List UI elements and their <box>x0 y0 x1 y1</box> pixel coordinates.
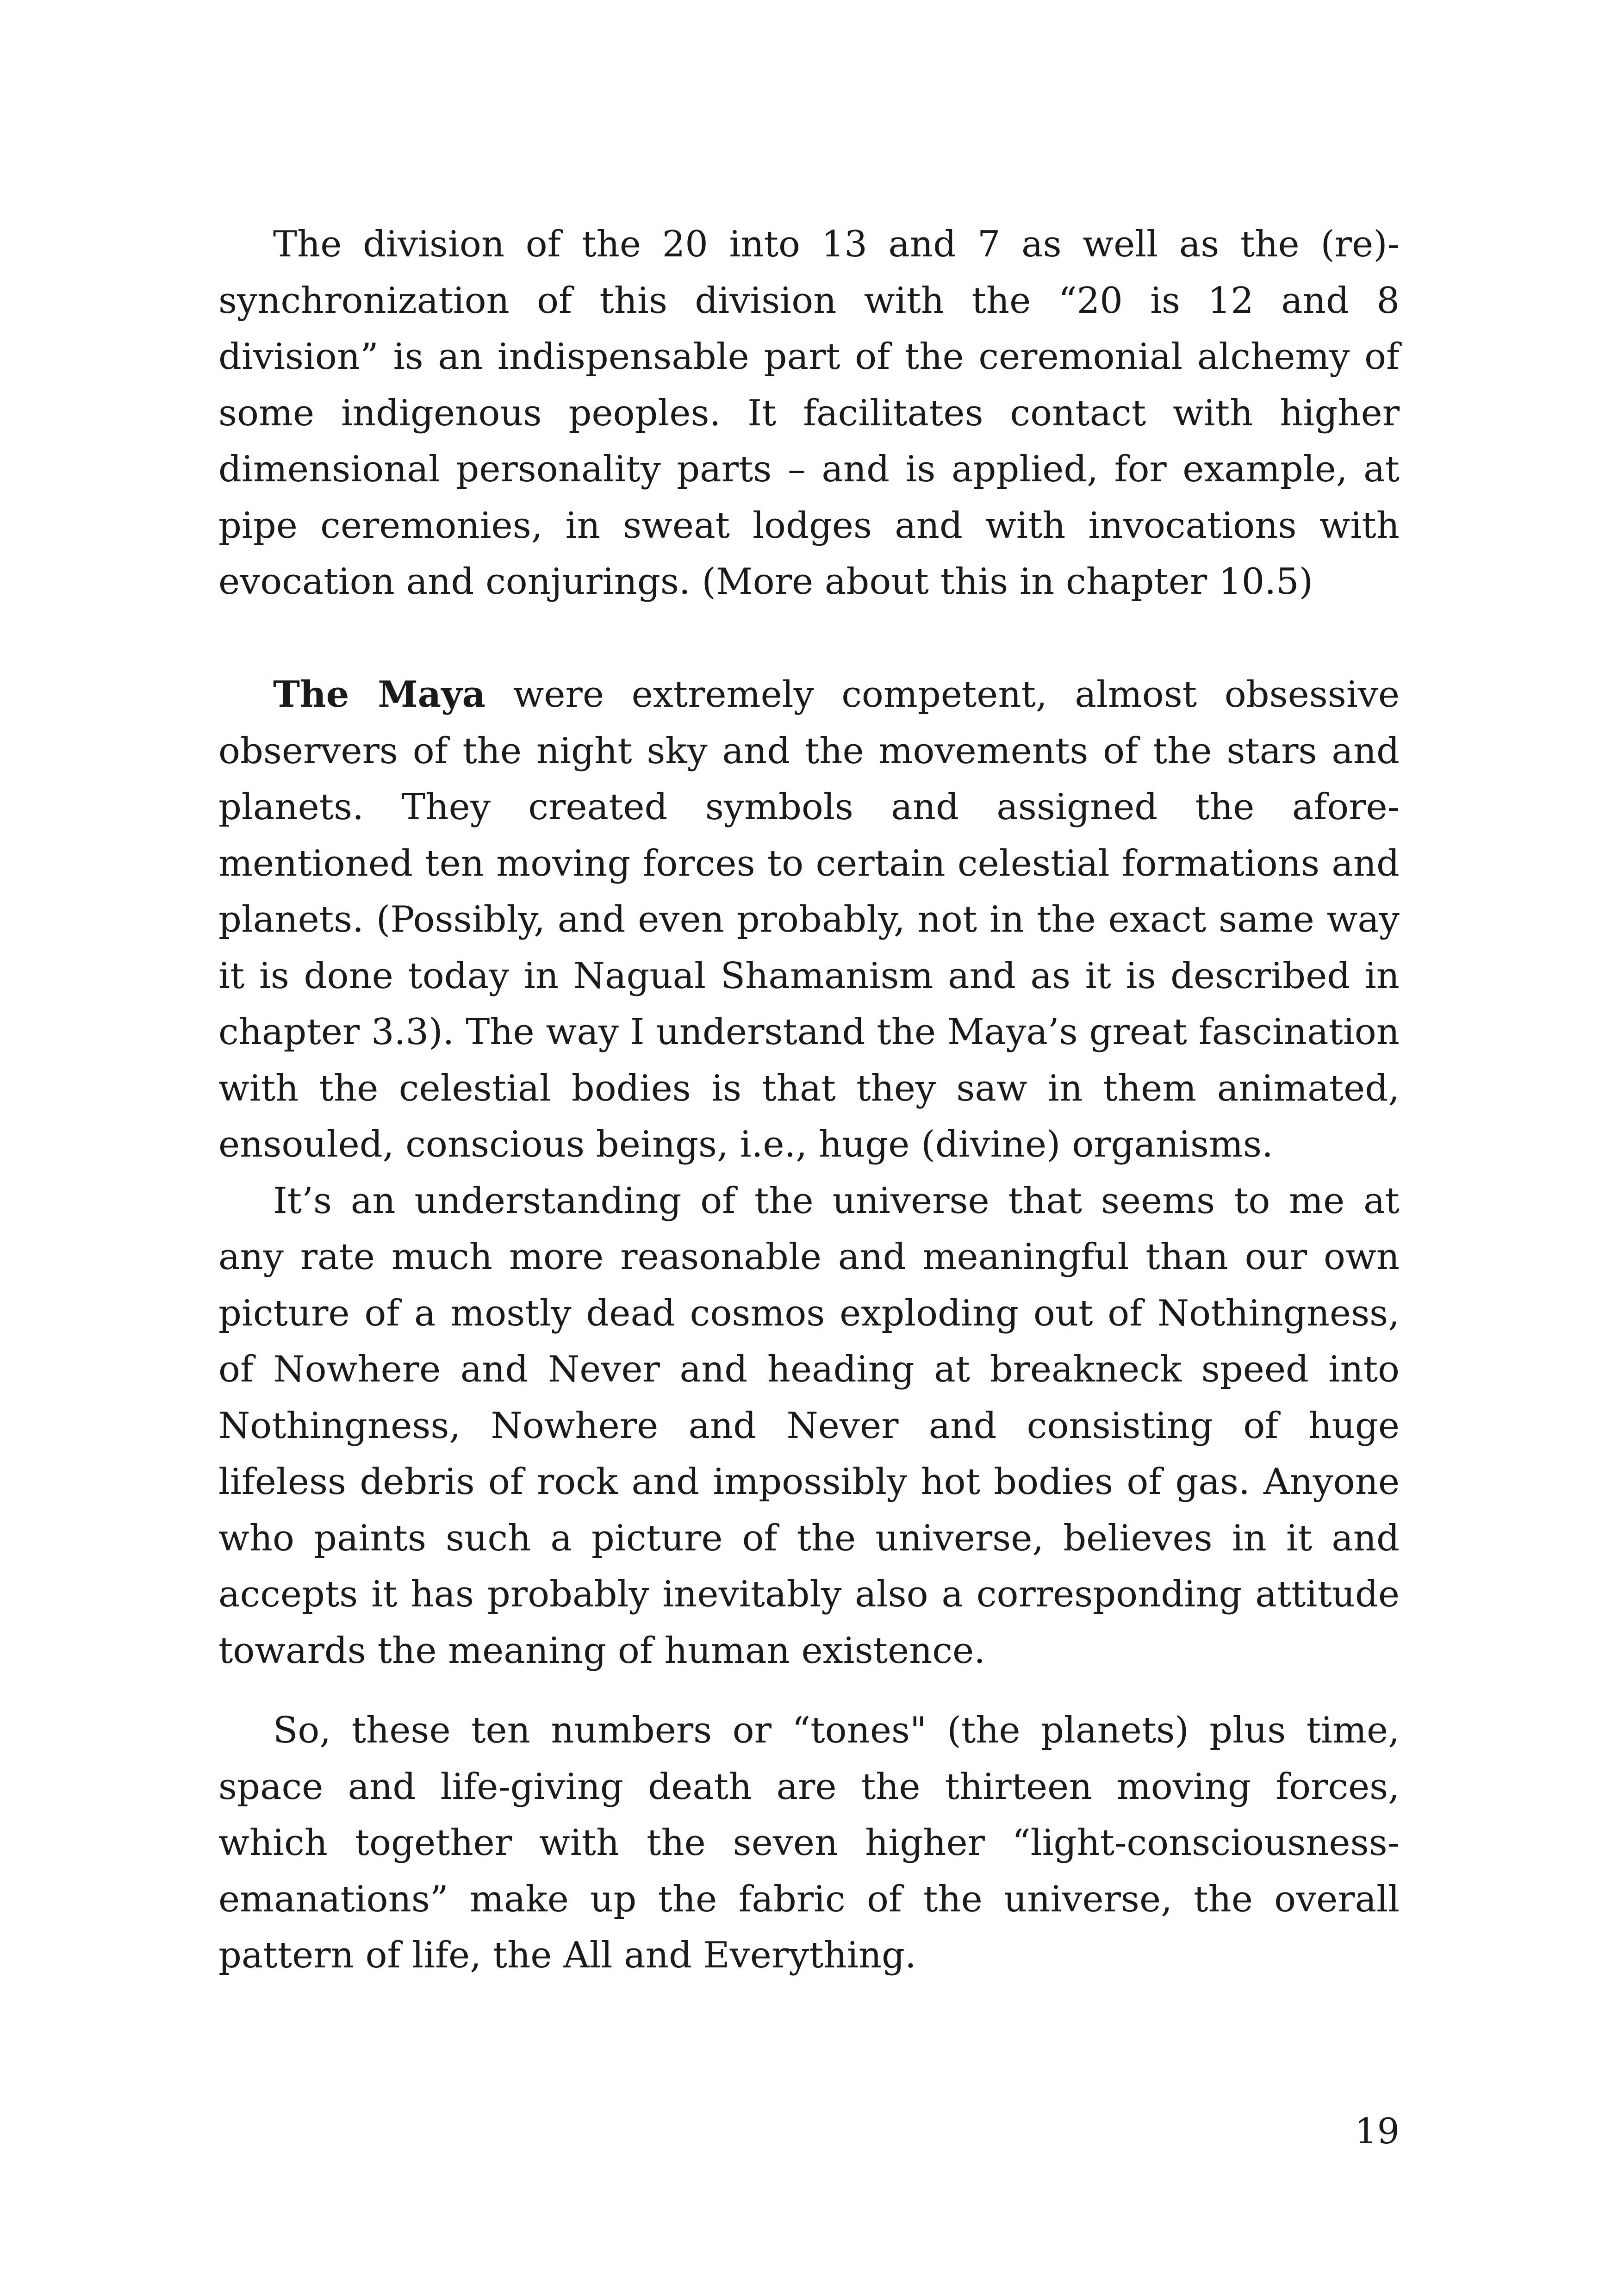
paragraph-1: The division of the 20 into 13 and 7 as well as the (re)-synchronization of this division with the “20 is 12 and 8 division” is an indispensable part of the ceremonial alchemy of some indigenous peoples. It facilitates contact with higher dimensional personality parts – and is applied, for example, at pipe ceremonies, in sweat lodges and with invocations with evocation and conjurings. (More about this in chapter 10.5) <box>218 224 1400 603</box>
paragraph-3: It’s an understanding of the universe that seems to me at any rate much more reasonable and meaningful than our own picture of a mostly dead cosmos exploding out of Nothingness, of Nowhere and Never and heading at breakneck speed into Nothingness, Nowhere and Never and consisting of huge lifeless debris of rock and impossibly hot bodies of gas. Anyone who paints such a picture of the universe, believes in it and accepts it has probably inevitably also a corresponding attitude towards the meaning of human existence. <box>218 1180 1400 1672</box>
paragraph-4: So, these ten numbers or “tones" (the planets) plus time, space and life-giving death are the thirteen moving forces, which together with the seven higher “light-consciousness-emanations” make up the fabric of the universe, the overall pattern of life, the All and Everything. <box>218 1710 1400 1976</box>
section-2 <box>218 666 1400 1679</box>
paragraph-2 <box>218 666 1400 1173</box>
paragraph-2-body: were extremely competent, almost obsessive observers of the night sky and the movements of the stars and planets. They created symbols and assigned the afore-mentioned ten moving forces to certain celestial formations and planets. (Possibly, and even probably, not in the exact same way it is done today in Nagual Shamanism and as it is described in chapter 3.3). The way I understand the Maya’s great fascination with the celestial bodies is that they saw in them animated, ensouled, conscious beings, i.e., huge (divine) organisms. <box>218 674 1400 1165</box>
section-3 <box>218 1703 1400 1984</box>
page-number: 19 <box>1355 2110 1400 2152</box>
section-1 <box>218 217 1400 610</box>
paragraph-2-lead: The Maya <box>273 673 486 716</box>
